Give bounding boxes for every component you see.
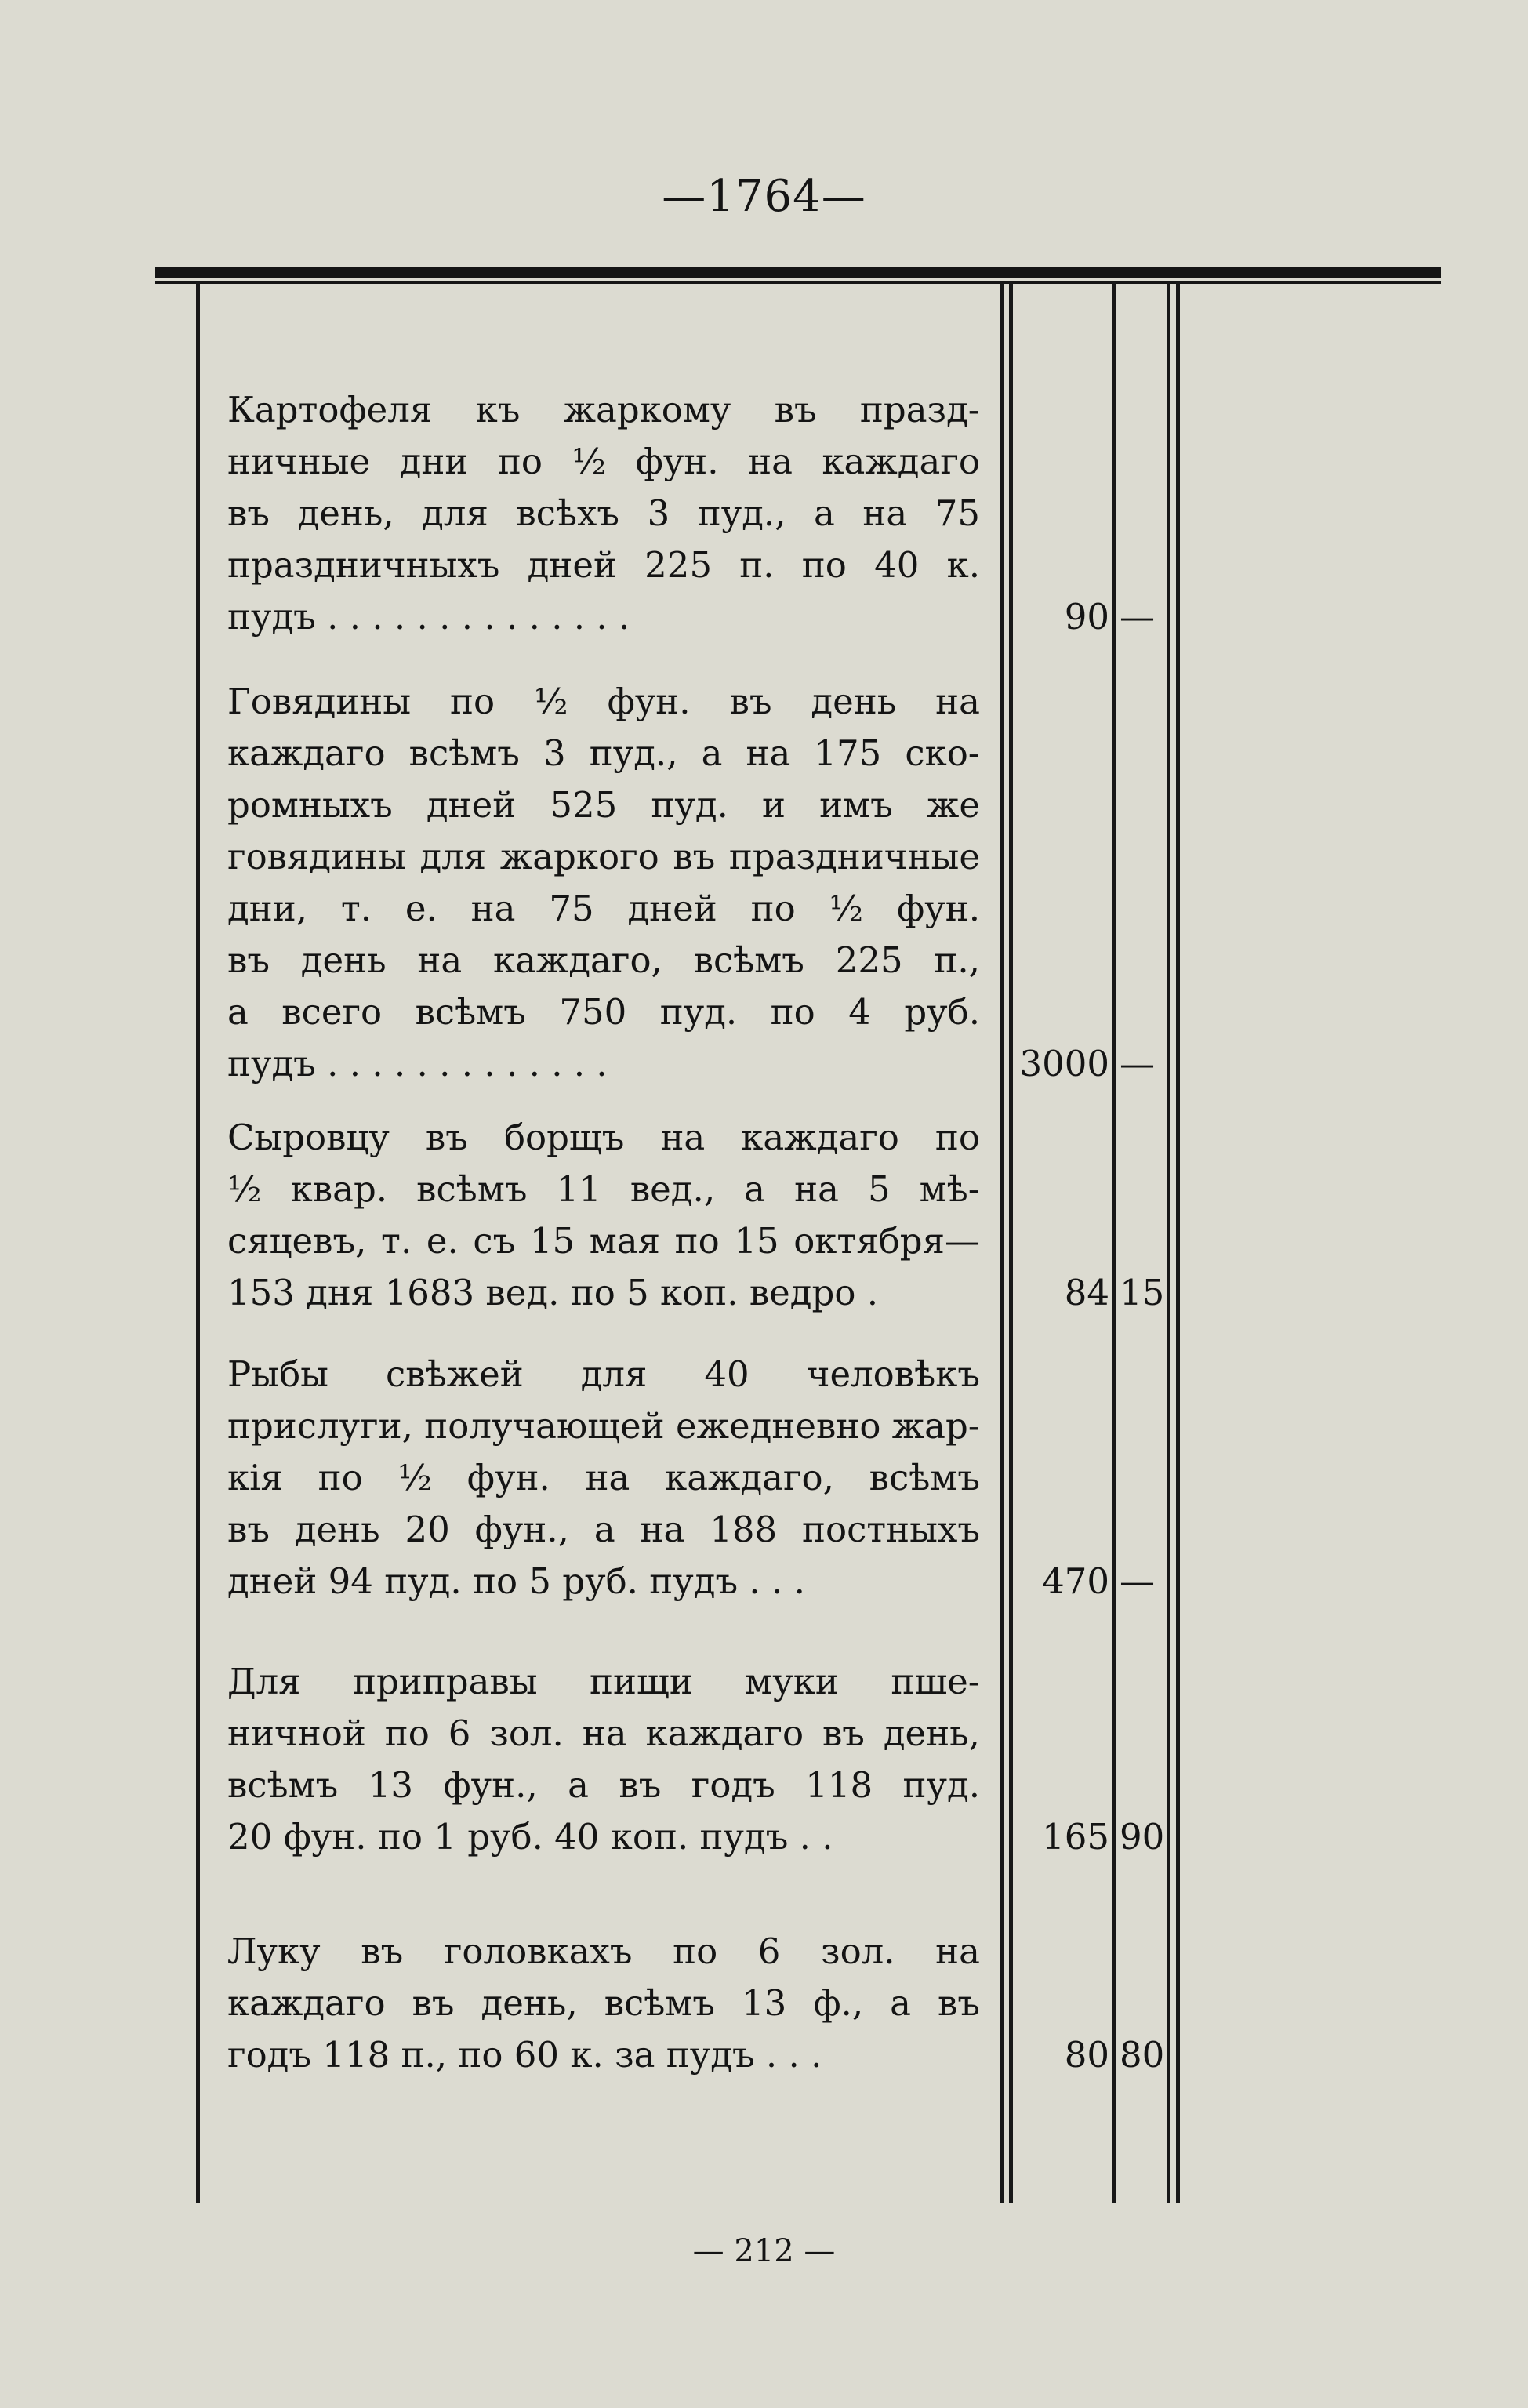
amount-kopecks: 90 bbox=[1120, 1816, 1165, 1858]
amount-rubles: 3000 bbox=[1019, 1043, 1109, 1084]
entry-line: говядины для жаркого въ праздничные bbox=[227, 836, 980, 877]
column-rule bbox=[1167, 282, 1170, 2203]
amount-rubles: 84 bbox=[1064, 1272, 1109, 1313]
amount-kopecks: — bbox=[1120, 1560, 1155, 1602]
entry-line: въ день 20 фун., а на 188 постныхъ bbox=[227, 1509, 980, 1550]
entry-syrovets bbox=[227, 1112, 980, 1319]
entry-line: Сыровцу въ борщъ на каждаго по bbox=[227, 1117, 980, 1158]
entry-line: ничные дни по ½ фун. на каждаго bbox=[227, 441, 980, 482]
entry-line: 20 фун. по 1 руб. 40 коп. пудъ . . bbox=[227, 1816, 833, 1858]
amount-rubles: 165 bbox=[1042, 1816, 1109, 1858]
entry-potatoes bbox=[227, 384, 980, 643]
amount-kopecks: — bbox=[1120, 596, 1155, 637]
column-rule bbox=[1176, 282, 1180, 2203]
entry-line: въ день на каждаго, всѣмъ 225 п., bbox=[227, 939, 980, 981]
entry-beef bbox=[227, 676, 980, 1090]
amount-kopecks: 15 bbox=[1120, 1272, 1165, 1313]
column-rule bbox=[1000, 282, 1004, 2203]
entry-line: Луку въ головкахъ по 6 зол. на bbox=[227, 1930, 980, 1972]
entry-line: дней 94 пуд. по 5 руб. пудъ . . . bbox=[227, 1560, 805, 1602]
amount-kopecks: 80 bbox=[1120, 2034, 1165, 2076]
column-rule bbox=[1009, 282, 1013, 2203]
entry-line: кія по ½ фун. на каждаго, всѣмъ bbox=[227, 1457, 980, 1498]
entry-line: въ день, для всѣхъ 3 пуд., а на 75 bbox=[227, 492, 980, 534]
entry-line: каждаго въ день, всѣмъ 13 ф., а въ bbox=[227, 1982, 980, 2024]
entry-line: праздничныхъ дней 225 п. по 40 к. bbox=[227, 544, 980, 586]
amount-rubles: 470 bbox=[1042, 1560, 1109, 1602]
entry-flour bbox=[227, 1656, 980, 1863]
entry-line: ½ квар. всѣмъ 11 вед., а на 5 мѣ- bbox=[227, 1168, 980, 1210]
entry-line: а всего всѣмъ 750 пуд. по 4 руб. bbox=[227, 991, 980, 1033]
entry-line: пудъ . . . . . . . . . . . . . . bbox=[227, 596, 630, 637]
top-rule bbox=[155, 267, 1441, 278]
entry-line: годъ 118 п., по 60 к. за пудъ . . . bbox=[227, 2034, 822, 2076]
entry-line: Говядины по ½ фун. въ день на bbox=[227, 681, 980, 722]
entry-line: Рыбы свѣжей для 40 человѣкъ bbox=[227, 1353, 980, 1395]
entry-line: дни, т. е. на 75 дней по ½ фун. bbox=[227, 888, 980, 929]
entry-line: Картофеля къ жаркому въ празд- bbox=[227, 389, 980, 430]
entry-line: прислуги, получающей ежедневно жар- bbox=[227, 1405, 980, 1447]
entry-fish bbox=[227, 1349, 980, 1607]
column-rule bbox=[1112, 282, 1116, 2203]
page-number: —1764— bbox=[662, 171, 866, 222]
entry-onions bbox=[227, 1926, 980, 2081]
top-rule-thin bbox=[155, 281, 1441, 284]
entry-line: каждаго всѣмъ 3 пуд., а на 175 ско- bbox=[227, 732, 980, 774]
footer-sheet-number: — 212 — bbox=[692, 2233, 836, 2269]
amount-rubles: 80 bbox=[1064, 2034, 1109, 2076]
entry-line: 153 дня 1683 вед. по 5 коп. ведро . bbox=[227, 1272, 879, 1313]
entry-line: сяцевъ, т. е. съ 15 мая по 15 октября— bbox=[227, 1220, 980, 1262]
entry-line: ничной по 6 зол. на каждаго въ день, bbox=[227, 1712, 980, 1754]
amount-rubles: 90 bbox=[1064, 596, 1109, 637]
column-rule-left bbox=[196, 282, 200, 2203]
entry-line: пудъ . . . . . . . . . . . . . bbox=[227, 1043, 608, 1084]
amount-kopecks: — bbox=[1120, 1043, 1155, 1084]
entry-line: всѣмъ 13 фун., а въ годъ 118 пуд. bbox=[227, 1764, 980, 1806]
entry-line: ромныхъ дней 525 пуд. и имъ же bbox=[227, 784, 980, 826]
entry-line: Для приправы пищи муки пше- bbox=[227, 1661, 980, 1702]
